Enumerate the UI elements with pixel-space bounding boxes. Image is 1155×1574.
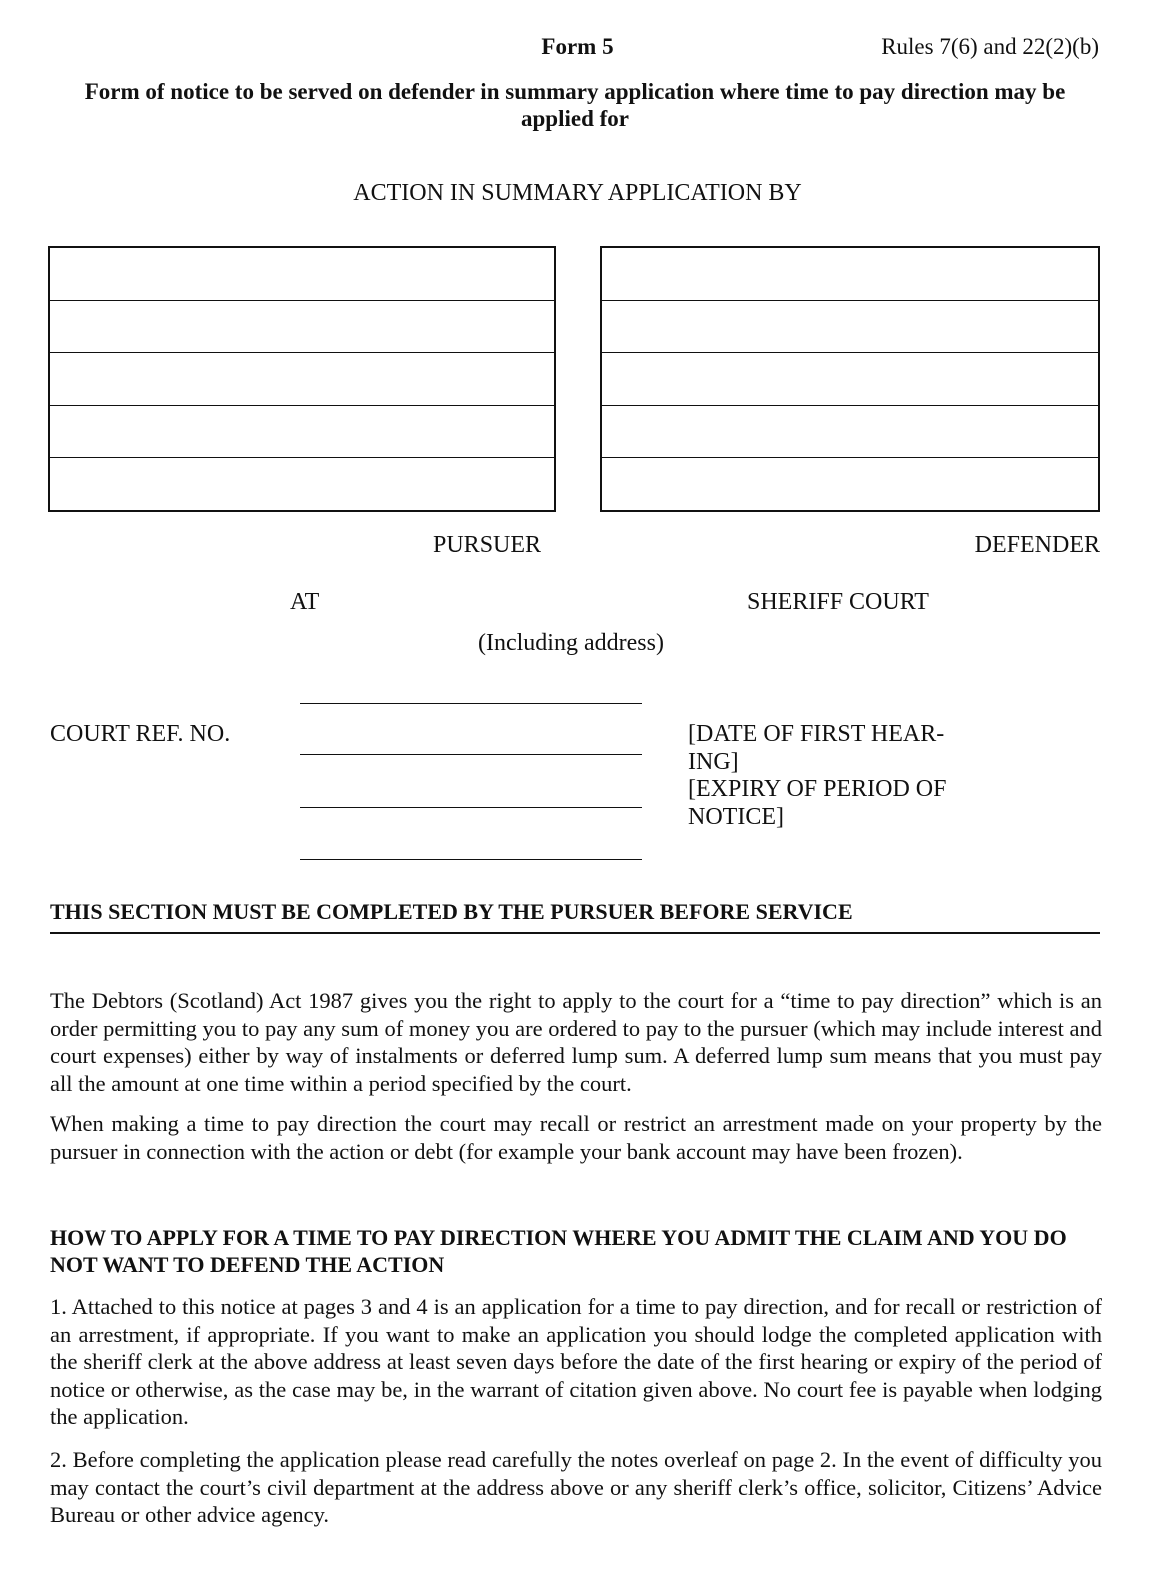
hearing-date-block [688, 721, 988, 831]
defender-details-box[interactable] [600, 246, 1100, 512]
defender-field-row[interactable] [602, 301, 1098, 354]
instruction-item-2: 2. Before completing the application please read carefully the notes overleaf on page 2. In the event of difficulty you may contact the court’s civil department at the address above or any sheriff clerk’s office, solicitor, Citizens’ Advice Bureau or other advice agency. [50, 1447, 1102, 1527]
pursuer-field-row[interactable] [50, 301, 554, 354]
defender-field-row[interactable] [602, 458, 1098, 511]
notice-expiry-blank-line[interactable] [300, 859, 642, 860]
at-label: AT [290, 589, 320, 615]
expiry-of-notice-label: [EXPIRY OF PERIOD OF NOTICE] [688, 776, 947, 830]
pursuer-field-row[interactable] [50, 406, 554, 459]
paragraph-time-to-pay: The Debtors (Scotland) Act 1987 gives you the right to apply to the court for a “time to pay direction” which is an order permitting you to pay any sum of money you are ordered to pay to the pursuer (which may include interest and court expenses) either by way of instalments or deferred lump sum. A deferred lump sum means that you must pay all the amount at one time within a period specified by the court. [50, 988, 1102, 1096]
pursuer-field-row[interactable] [50, 248, 554, 301]
pursuer-field-row[interactable] [50, 353, 554, 406]
pursuer-field-row[interactable] [50, 458, 554, 511]
court-ref-blank-line[interactable] [300, 754, 642, 755]
form-heading: Form of notice to be served on defender in summary application where time to pay direction may be applied for [84, 79, 1066, 131]
pursuer-details-box[interactable] [48, 246, 556, 512]
hearing-date-blank-line[interactable] [300, 807, 642, 808]
defender-field-row[interactable] [602, 248, 1098, 301]
instruction-item-1: 1. Attached to this notice at pages 3 and 4 is an application for a time to pay direction, and for recall or restriction of an arrestment, if appropriate. If you want to make an application you should lodge the completed application with the sheriff clerk at the above address at least seven days before the date of the first hearing or expiry of the period of notice or otherwise, as the case may be, in the warrant of citation given above. No court fee is payable when lodging the application. [50, 1294, 1102, 1429]
date-of-first-hearing-label: [DATE OF FIRST HEAR-ING] [688, 721, 945, 775]
pursuer-label: PURSUER [433, 532, 542, 558]
court-address-blank-line[interactable] [300, 703, 642, 704]
action-title: ACTION IN SUMMARY APPLICATION BY [353, 180, 802, 206]
form-number: Form 5 [541, 34, 614, 59]
how-to-apply-heading: HOW TO APPLY FOR A TIME TO PAY DIRECTION WHERE YOU ADMIT THE CLAIM AND YOU DO NOT WANT TO DEFEND THE ACTION [50, 1225, 1067, 1277]
court-ref-label: COURT REF. NO. [50, 721, 231, 747]
paragraph-arrestment: When making a time to pay direction the court may recall or restrict an arrestment made on your property by the pursuer in connection with the action or debt (for example your bank account may have been frozen). [50, 1111, 1102, 1164]
defender-label: DEFENDER [974, 532, 1100, 558]
rules-reference: Rules 7(6) and 22(2)(b) [881, 34, 1099, 59]
sheriff-court-label: SHERIFF COURT [747, 589, 929, 615]
including-address-label: (Including address) [478, 630, 664, 656]
defender-field-row[interactable] [602, 406, 1098, 459]
defender-field-row[interactable] [602, 353, 1098, 406]
section-heading: THIS SECTION MUST BE COMPLETED BY THE PURSUER BEFORE SERVICE [50, 899, 1100, 934]
